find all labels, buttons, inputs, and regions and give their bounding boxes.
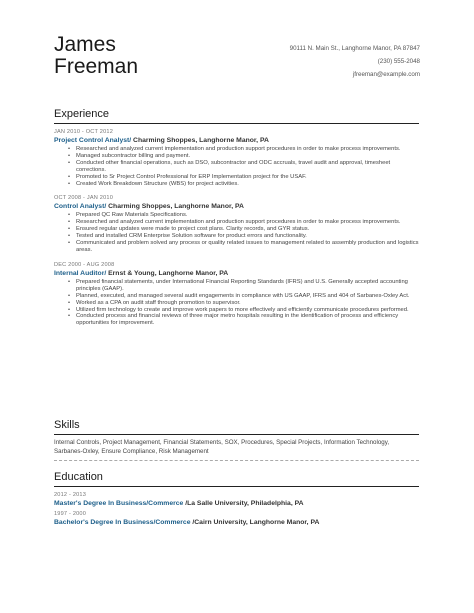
education-entry [54,491,419,509]
job-title-line [54,202,419,212]
email: jfreeman@example.com [352,71,420,78]
degree: Master's Degree In Business/Commerce [54,500,184,507]
bullet-item: • Conducted other financial operations, such as DSO, subcontractor and ODC accruals, travel audit and approval, timesheet corrections. [68,160,419,174]
job-dates: DEC 2000 - AUG 2008 [54,261,115,268]
job-title-line [54,136,419,146]
job-entry [54,128,419,187]
section-divider [54,123,419,124]
section-title: Skills [54,419,80,431]
job-dates: OCT 2008 - JAN 2010 [54,195,114,202]
degree: Bachelor's Degree In Business/Commerce [54,519,191,526]
bullet-item: • Utilized firm technology to create and improve work papers to more effectively and efficiently communicate procedures performed. [68,307,419,314]
job-role: Project Control Analyst/ [54,137,132,144]
bullet-item: • Managed subcontractor billing and payment. [68,153,419,160]
job-entry [54,194,419,253]
bullet-item: • Conducted process and financial reviews of three major metro hospitals resulting in the identification of process and efficiency opportunities for improvement. [68,313,419,327]
bullet-item: • Worked as a CPA on audit staff through promotion to supervisor. [68,300,419,307]
education-line [54,499,419,509]
education-dates: 2012 - 2013 [54,492,87,498]
section-divider [54,486,419,487]
job-company: Ernst & Young, Langhorne Manor, PA [106,269,229,277]
bullet-item: • Researched and analyzed current implementation and production support procedures in order to make process improvements. [68,219,419,226]
education-line [54,518,419,528]
job-title-line [54,269,419,279]
education-dates: 1997 - 2000 [54,511,87,517]
skills-list: Internal Controls, Project Management, Financial Statements, SOX, Procedures, Special Projects, Information Technology, Sarbanes-Oxley, Ensure Compliance, Risk Management [54,439,390,455]
job-role: Control Analyst/ [54,203,107,211]
section-title: Education [54,471,103,483]
skills-section [54,419,419,461]
experience-section [54,108,419,327]
bullet-item: • Tested and installed CRM Enterprise Solution software for product errors and functionality. [68,233,419,240]
address: 90111 N. Main St., Langhorne Manor, PA 87847 [289,45,420,52]
bullet-item: • Ensured regular updates were made to project cost plans. Clarity records, and GYR status. [68,226,419,233]
bullet-item: • Researched and analyzed current implementation and production support procedures in order to make process improvements. [68,146,419,153]
job-dates: JAN 2010 - OCT 2012 [54,129,114,135]
job-company: Charming Shoppes, Langhorne Manor, PA [131,137,269,144]
job-bullets [54,212,419,253]
bullet-item: • Prepared QC Raw Materials Specifications. [68,212,419,219]
job-role: Internal Auditor/ [54,269,107,277]
contact-info [290,42,420,81]
bullet-item: • Prepared financial statements, under International Financial Reporting Standards (IFRS) and U.S. Generally accepted accounting principles (GAAP). [68,279,419,293]
bullet-item: • Planned, executed, and managed several audit engagements in compliance with US GAAP, IFRS and 404 of Sarbanes-Oxley Act. [68,293,419,300]
job-bullets [54,279,419,327]
bullet-item: • Communicated and problem solved any process or quality related issues to management related to assembly production and logistics areas. [68,240,419,254]
education-entry [54,510,419,528]
last-name: Freeman [54,55,139,78]
bullet-item: • Created Work Breakdown Structure (WBS) for project activities. [68,181,419,188]
school: /Cairn University, Langhorne Manor, PA [190,519,320,526]
phone: (230) 555-2048 [377,58,420,65]
education-section [54,471,419,528]
job-entry [54,261,419,327]
section-title: Experience [54,108,110,120]
section-divider [54,434,419,435]
school: /La Salle University, Philadelphia, PA [183,500,304,507]
job-bullets [54,146,419,187]
first-name: James [54,33,116,56]
bullet-item: • Promoted to Sr Project Control Professional for ERP Implementation project for the USAF. [68,174,419,181]
candidate-name [54,34,138,78]
job-company: Charming Shoppes, Langhorne Manor, PA [106,203,244,211]
dashed-divider [54,460,419,461]
